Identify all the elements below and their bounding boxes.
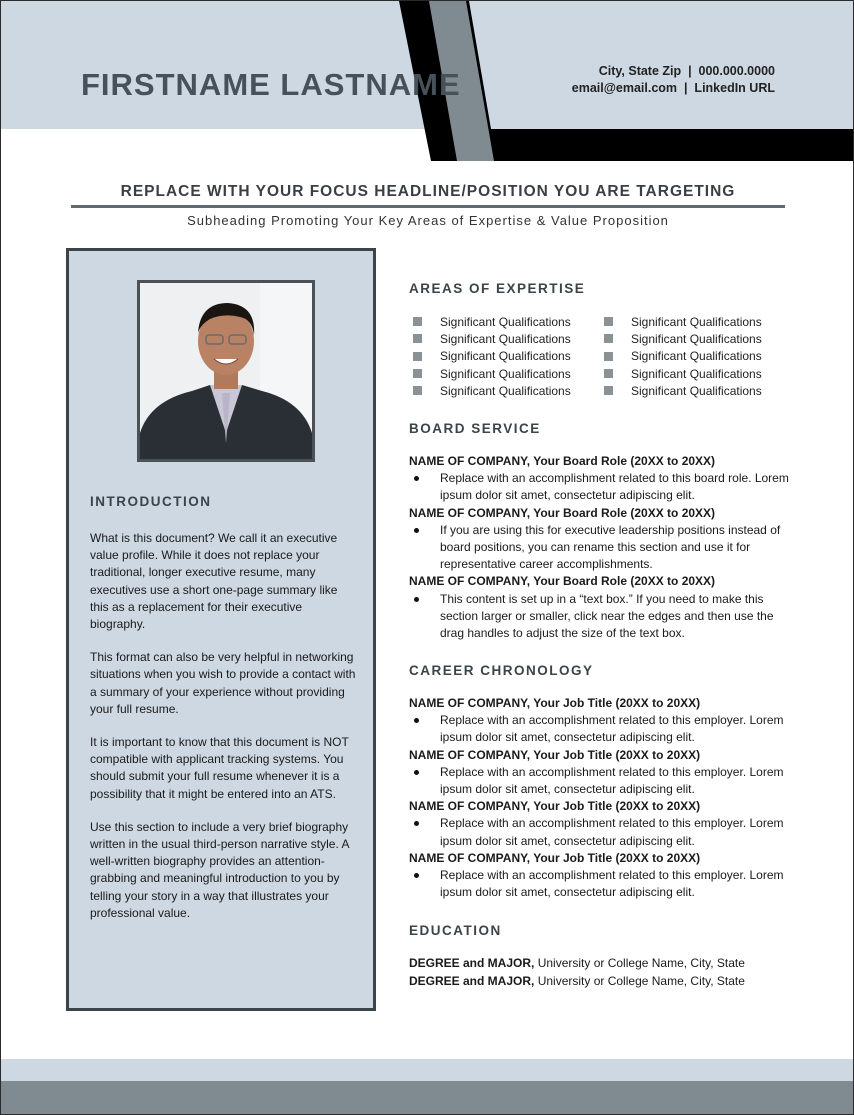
- intro-body: [90, 530, 358, 938]
- headline-rule: [71, 205, 785, 208]
- intro-paragraph: Use this section to include a very brief biography written in the usual third-person narrative style. A well-written biography provides an attention-grabbing and meaningful introduction to you by telling your story in a way that illustrates your professional value.: [90, 819, 349, 920]
- square-bullet-icon: [604, 317, 613, 326]
- footer-band-light: [1, 1059, 853, 1081]
- board-entries: [409, 453, 789, 642]
- intro-paragraph: This format can also be very helpful in networking situations when you wish to provide a contact with a summary of your experience without providing your full resume.: [90, 650, 356, 716]
- career-entry-bullet: Replace with an accomplishment related to this employer. Lorem ipsum dolor sit amet, consectetur adipiscing elit.: [409, 867, 789, 901]
- bullet-dot-icon: [414, 597, 419, 602]
- education-heading: EDUCATION: [409, 923, 502, 938]
- education-list: [409, 955, 745, 990]
- intro-panel: [66, 248, 376, 1011]
- subheading: Subheading Promoting Your Key Areas of Expertise & Value Proposition: [187, 213, 669, 228]
- contact-info: [572, 63, 775, 97]
- bullet-dot-icon: [414, 528, 419, 533]
- board-entry-heading: NAME OF COMPANY, Your Board Role (20XX to 20XX): [409, 454, 716, 468]
- square-bullet-icon: [413, 334, 422, 343]
- profile-photo: [137, 280, 315, 462]
- board-entry-bullet: Replace with an accomplishment related to this board role. Lorem ipsum dolor sit amet, consectetur adipiscing elit.: [409, 470, 789, 504]
- square-bullet-icon: [604, 352, 613, 361]
- board-entry-heading: NAME OF COMPANY, Your Board Role (20XX to 20XX): [409, 505, 716, 520]
- list-item: Significant Qualifications: [413, 365, 571, 382]
- career-entry-bullet: Replace with an accomplishment related to this employer. Lorem ipsum dolor sit amet, consectetur adipiscing elit.: [409, 815, 789, 849]
- contact-line-1: City, State Zip | 000.000.0000: [598, 64, 775, 78]
- person-portrait-image: [140, 283, 312, 459]
- footer-band-dark: [1, 1081, 853, 1114]
- square-bullet-icon: [413, 352, 422, 361]
- candidate-name: FIRSTNAME LASTNAME: [81, 67, 461, 102]
- intro-heading: INTRODUCTION: [90, 494, 212, 509]
- list-item: Significant Qualifications: [413, 382, 571, 399]
- intro-paragraph: It is important to know that this document is NOT compatible with applicant tracking systems. You should submit your full resume whenever it is a possibility that it might be entered into an ATS.: [90, 735, 349, 801]
- list-item: Significant Qualifications: [604, 365, 762, 382]
- square-bullet-icon: [413, 369, 422, 378]
- bullet-dot-icon: [414, 476, 419, 481]
- career-entry-heading: NAME OF COMPANY, Your Job Title (20XX to 20XX): [409, 747, 701, 762]
- career-entry-heading: NAME OF COMPANY, Your Job Title (20XX to 20XX): [409, 850, 701, 865]
- career-entry-heading: NAME OF COMPANY, Your Job Title (20XX to 20XX): [409, 696, 701, 710]
- expertise-column-2: [604, 313, 762, 399]
- education-line: DEGREE and MAJOR, University or College Name, City, State: [409, 973, 745, 988]
- career-entry-heading: NAME OF COMPANY, Your Job Title (20XX to 20XX): [409, 799, 701, 814]
- expertise-heading: AREAS OF EXPERTISE: [409, 281, 586, 296]
- list-item: Significant Qualifications: [413, 348, 571, 365]
- square-bullet-icon: [413, 386, 422, 395]
- board-entry-bullet: This content is set up in a “text box.” If you need to make this section larger or smaller, click near the edges and then use the drag handles to adjust the size of the text box.: [409, 591, 789, 643]
- education-line: DEGREE and MAJOR, University or College Name, City, State: [409, 956, 745, 970]
- career-entry-bullet: Replace with an accomplishment related to this employer. Lorem ipsum dolor sit amet, consectetur adipiscing elit.: [409, 764, 789, 798]
- bullet-dot-icon: [414, 770, 419, 775]
- list-item: Significant Qualifications: [604, 348, 762, 365]
- expertise-column-1: [413, 313, 571, 399]
- bullet-dot-icon: [414, 873, 419, 878]
- career-entry-bullet: Replace with an accomplishment related to this employer. Lorem ipsum dolor sit amet, consectetur adipiscing elit.: [409, 712, 789, 746]
- bullet-dot-icon: [414, 718, 419, 723]
- square-bullet-icon: [413, 317, 422, 326]
- square-bullet-icon: [604, 334, 613, 343]
- list-item: Significant Qualifications: [413, 330, 571, 347]
- board-heading: BOARD SERVICE: [409, 421, 541, 436]
- list-item: Significant Qualifications: [604, 330, 762, 347]
- square-bullet-icon: [604, 369, 613, 378]
- focus-headline: REPLACE WITH YOUR FOCUS HEADLINE/POSITION YOU ARE TARGETING: [120, 183, 736, 200]
- list-item: Significant Qualifications: [413, 313, 571, 330]
- square-bullet-icon: [604, 386, 613, 395]
- board-entry-heading: NAME OF COMPANY, Your Board Role (20XX to 20XX): [409, 574, 716, 589]
- board-entry-bullet: If you are using this for executive leadership positions instead of board positions, you can rename this section and use it for representative career accomplishments.: [409, 522, 789, 574]
- intro-paragraph: What is this document? We call it an executive value profile. While it does not replace your traditional, longer executive resume, many executives use a short one-page summary like this as a replacement for their executive biography.: [90, 531, 338, 632]
- bullet-dot-icon: [414, 821, 419, 826]
- contact-line-2: email@email.com | LinkedIn URL: [571, 81, 775, 95]
- list-item: Significant Qualifications: [604, 382, 762, 399]
- career-entries: [409, 695, 789, 901]
- list-item: Significant Qualifications: [604, 313, 762, 330]
- career-heading: CAREER CHRONOLOGY: [409, 663, 594, 678]
